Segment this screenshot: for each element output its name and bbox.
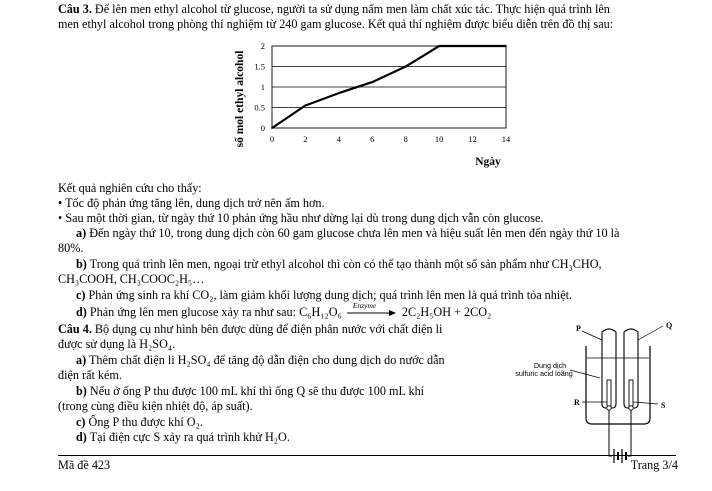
footer-divider <box>58 455 676 456</box>
x-tick-label-4: 8 <box>403 134 408 144</box>
x-tick-label-3: 6 <box>370 134 375 144</box>
data-point-7 <box>505 45 507 47</box>
solution-label-1: Dung dịch <box>533 361 567 370</box>
q3-results-heading: Kết quả nghiên cứu cho thấy: <box>58 181 202 195</box>
q4-intro-line-1 <box>58 322 442 337</box>
y-tick-label-3: 1.5 <box>254 61 265 72</box>
circuit-wire-left <box>609 436 612 456</box>
data-point-6 <box>472 45 474 47</box>
q3-bullet-1: • Tốc độ phản ứng tăng lên, dung dịch trở nên ấm hơn. <box>58 196 325 210</box>
x-tick-label-1: 2 <box>303 134 308 144</box>
q3-b-text-2: CH₃COOH, CH₃COOC₂H₅… <box>58 272 205 286</box>
x-tick-label-2: 4 <box>336 134 341 144</box>
y-tick-label-4: 2 <box>260 41 265 51</box>
q4-b-text-1: Nếu ở ống P thu được 100 mL khí thì ống Q sẽ thu được 100 mL khí <box>89 384 425 398</box>
q3-intro-text-1: Để lên men ethyl alcohol từ glucose, người ta sử dụng nấm men làm chất xúc tác. Thực hiện quá trình lên <box>94 2 610 16</box>
q3-a-label: a) <box>76 226 87 240</box>
ethanol-line-chart <box>226 36 516 176</box>
electrode-s <box>629 380 633 406</box>
q4-c-text: Ống P thu được khí O₂. <box>88 415 203 429</box>
q4-statement-c <box>76 415 203 430</box>
footer-page-number: Trang 3/4 <box>630 458 678 472</box>
q4-b-text-2: (trong cùng điều kiện nhiệt độ, áp suất). <box>58 399 253 413</box>
electrolysis-apparatus-figure <box>508 318 686 470</box>
q3-b-text-1: Trong quá trình lên men, ngoại trừ ethyl alcohol thì còn có thể tạo thành một số sản phẩm như CH₃CHO, <box>89 257 602 271</box>
q3-d-text-post: 2C₂H₅OH + 2CO₂ <box>401 305 492 319</box>
enzyme-arrow <box>345 301 399 319</box>
q4-intro-text-1: Bộ dụng cụ như hình bên được dùng để điện phân nước với chất điện li <box>94 322 443 336</box>
q3-a-text-2: 80%. <box>58 241 84 255</box>
q3-statement-a <box>76 226 619 241</box>
electrode-r <box>607 380 611 406</box>
q4-a-label: a) <box>76 353 87 367</box>
q4-statement-a <box>76 353 445 368</box>
q3-d-label: d) <box>76 305 87 319</box>
data-point-5 <box>438 45 440 47</box>
data-point-0 <box>271 127 273 129</box>
label-q: Q <box>666 321 673 330</box>
q4-statement-d <box>76 430 290 445</box>
chart-y-axis-label: số mol ethyl alcohol <box>234 50 246 148</box>
q3-c-label: c) <box>76 288 86 302</box>
label-p: P <box>576 324 581 333</box>
data-point-1 <box>305 105 307 107</box>
q3-bullet-2: • Sau một thời gian, từ ngày thứ 10 phản ứng hầu như dừng lại dù trong dung dịch vẫn còn glucose. <box>58 211 544 225</box>
y-tick-label-1: 0.5 <box>254 102 265 113</box>
y-tick-label-0: 0 <box>260 123 265 133</box>
x-tick-label-0: 0 <box>269 134 275 144</box>
circuit-wire-right <box>628 436 631 456</box>
y-tick-label-2: 1 <box>260 82 265 92</box>
q4-label: Câu 4. <box>58 322 92 336</box>
q3-c-text: Phản ứng sinh ra khí CO₂, làm giảm khối lượng dung dịch; quá trình lên men là quá trình tỏa nhiệt. <box>88 288 573 302</box>
x-tick-label-7: 14 <box>501 134 511 144</box>
q3-a-text-1: Đến ngày thứ 10, trong dung dịch còn 60 gam glucose chưa lên men và hiệu suất lên men đến ngày thứ 10 là <box>89 226 620 240</box>
q4-d-text: Tại điện cực S xảy ra quá trình khử H₂O. <box>89 430 290 444</box>
q3-intro-line-1 <box>58 2 610 17</box>
data-point-2 <box>338 92 340 94</box>
q3-statement-b <box>76 257 602 272</box>
q4-intro-line-2: được sử dụng là H₂SO₄. <box>58 337 176 351</box>
x-tick-label-5: 10 <box>434 134 444 144</box>
q3-statement-d <box>76 301 492 320</box>
q3-label: Câu 3. <box>58 2 92 16</box>
chart-x-axis-label: Ngày <box>475 156 501 168</box>
reaction-arrow-icon <box>345 307 399 319</box>
data-point-3 <box>371 81 373 83</box>
q4-b-label: b) <box>76 384 87 398</box>
q3-intro-line-2: men ethyl alcohol trong phòng thí nghiệm từ 240 gam glucose. Kết quả thí nghiệm được biểu diễn trên đồ thị sau: <box>58 17 614 31</box>
chart-ticks <box>254 41 511 144</box>
q4-d-label: d) <box>76 430 87 444</box>
q4-statement-b <box>76 384 424 399</box>
q3-b-label: b) <box>76 257 87 271</box>
label-s: S <box>661 401 666 410</box>
q4-c-label: c) <box>76 415 86 429</box>
data-point-4 <box>405 66 407 68</box>
label-r: R <box>574 398 580 407</box>
chart-grid <box>272 67 506 108</box>
q4-a-text-2: điện rất kém. <box>58 368 122 382</box>
solution-label-2: sulfuric acid loãng <box>515 369 573 378</box>
q3-statement-c <box>76 288 572 303</box>
q4-a-text-1: Thêm chất điện li H₂SO₄ để tăng độ dẫn điện cho dung dịch do nước dẫn <box>88 353 445 367</box>
footer-exam-code: Mã đề 423 <box>58 458 111 472</box>
x-tick-label-6: 12 <box>468 134 477 144</box>
enzyme-label: Enzyme <box>352 301 377 311</box>
q3-d-text-pre: Phản ứng lên men glucose xảy ra như sau: C₆H₁₂O₆ <box>89 305 342 319</box>
